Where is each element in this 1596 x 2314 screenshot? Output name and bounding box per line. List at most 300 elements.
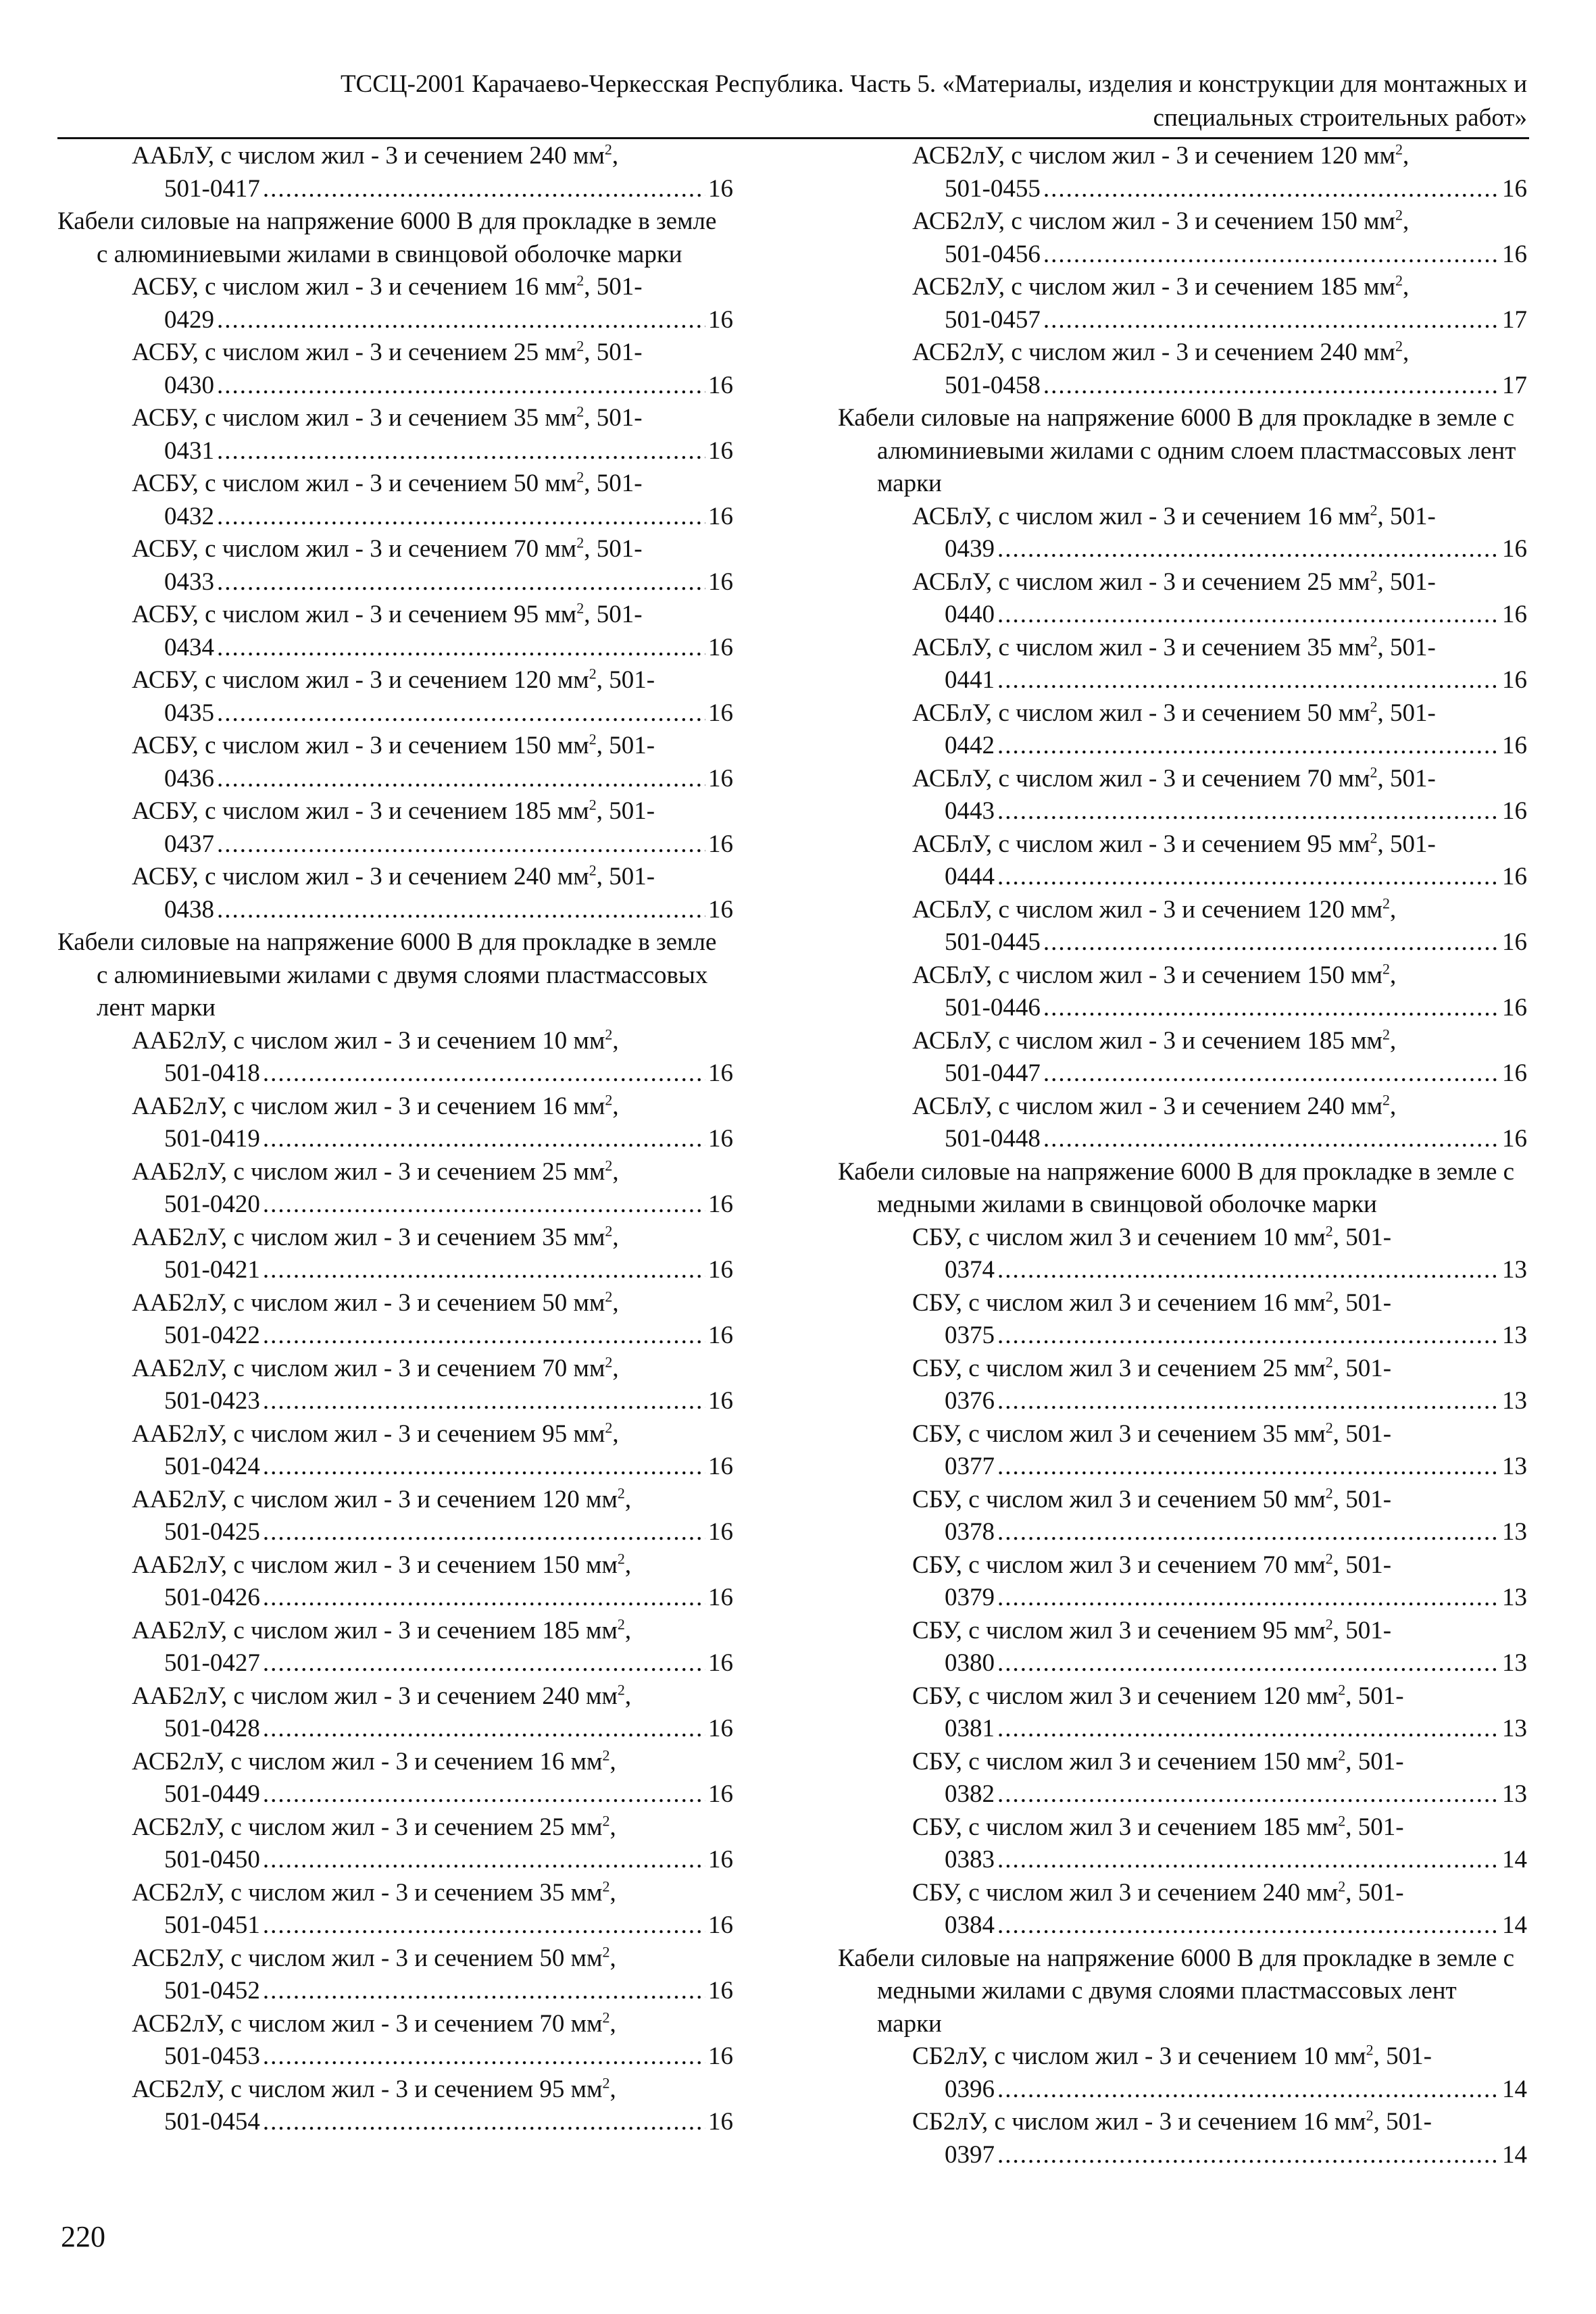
entry-reference-line xyxy=(838,1254,1527,1287)
entry-title-superscript: 2 xyxy=(576,337,584,355)
entry-title-superscript: 2 xyxy=(1366,2107,1374,2124)
entry-title-text: АСБлУ, с числом жил - 3 и сечением 35 мм xyxy=(912,633,1370,661)
entry-title xyxy=(838,959,1527,992)
entry-title xyxy=(57,1418,733,1451)
entry-reference-line xyxy=(838,370,1527,403)
entry-title xyxy=(57,795,733,828)
entry-reference-line xyxy=(57,1516,733,1549)
entry-title-suffix: , xyxy=(612,1419,619,1448)
section-heading: Кабели силовые на напряжение 6000 В для прокладке в земле с алюминиевыми жилами с одним слоем пластмассовых лент марки xyxy=(838,404,1516,497)
entry-code: 0441 xyxy=(945,666,995,694)
entry-title xyxy=(57,402,733,435)
entry-title-text: ААБ2лУ, с числом жил - 3 и сечением 95 мм xyxy=(132,1419,605,1448)
index-entry xyxy=(57,1549,733,1615)
entry-title-suffix: , 501- xyxy=(1377,633,1436,661)
entry-title-superscript: 2 xyxy=(605,1353,613,1371)
dot-leader xyxy=(263,1385,705,1418)
entry-page-number: 16 xyxy=(1502,174,1527,203)
entry-page-number: 13 xyxy=(1502,1584,1527,1611)
entry-title-text: АСБ2лУ, с числом жил - 3 и сечением 25 мм xyxy=(132,1813,603,1841)
entry-title xyxy=(838,1222,1527,1255)
entry-title-text: АСБ2лУ, с числом жил - 3 и сечением 50 мм xyxy=(132,1944,603,1972)
entry-reference-line xyxy=(57,1713,733,1746)
entry-code: 501-0417 xyxy=(164,174,260,203)
dot-leader xyxy=(263,1582,705,1615)
entry-title-suffix: , xyxy=(1390,895,1397,924)
entry-reference-line xyxy=(838,173,1527,206)
index-entry xyxy=(57,599,733,664)
entry-title xyxy=(57,140,733,173)
entry-title-superscript: 2 xyxy=(1370,501,1378,519)
entry-code: 0433 xyxy=(164,568,214,596)
dot-leader xyxy=(263,1647,705,1680)
entry-page-number: 16 xyxy=(1502,863,1527,890)
entry-title-suffix: , xyxy=(1402,273,1410,301)
entry-title-superscript: 2 xyxy=(1325,1550,1333,1567)
entry-page-number: 16 xyxy=(708,2042,733,2070)
dot-leader xyxy=(263,1057,705,1090)
index-entry xyxy=(838,1615,1527,1680)
entry-title-superscript: 2 xyxy=(605,1026,613,1043)
dot-leader xyxy=(997,861,1499,894)
entry-title-superscript: 2 xyxy=(1325,1353,1333,1371)
entry-page-number: 13 xyxy=(1502,1715,1527,1742)
entry-title xyxy=(57,1746,733,1779)
dot-leader xyxy=(1043,238,1499,272)
entry-reference-line xyxy=(838,926,1527,959)
entry-code: 501-0445 xyxy=(945,928,1041,956)
entry-title-suffix: , 501- xyxy=(584,338,643,366)
entry-reference-line xyxy=(57,1057,733,1090)
entry-reference-line xyxy=(838,992,1527,1025)
entry-title-suffix: , xyxy=(609,2009,616,2038)
entry-title xyxy=(838,894,1527,927)
entry-page-number: 16 xyxy=(1502,797,1527,825)
entry-title-suffix: , xyxy=(1402,207,1410,235)
dot-leader xyxy=(263,173,705,206)
entry-page-number: 16 xyxy=(708,699,733,727)
entry-title-text: ААБ2лУ, с числом жил - 3 и сечением 10 мм xyxy=(132,1026,605,1055)
entry-reference-line xyxy=(57,632,733,665)
entry-page-number: 13 xyxy=(1502,1518,1527,1546)
dot-leader xyxy=(1043,992,1499,1025)
dot-leader xyxy=(263,1516,705,1549)
entry-title-superscript: 2 xyxy=(1382,1026,1390,1043)
entry-page-number: 16 xyxy=(1502,1125,1527,1153)
entry-title-superscript: 2 xyxy=(602,1746,610,1764)
entry-title-suffix: , 501- xyxy=(584,535,643,563)
entry-title xyxy=(838,1418,1527,1451)
section-heading: Кабели силовые на напряжение 6000 В для прокладке в земле с медными жилами в свинцовой оболочке марки xyxy=(838,1157,1515,1218)
entry-title-suffix: , xyxy=(1390,961,1397,989)
entry-title-superscript: 2 xyxy=(1382,895,1390,912)
entry-title xyxy=(57,2073,733,2107)
entry-title-suffix: , xyxy=(612,1288,619,1317)
index-entry xyxy=(57,1811,733,1877)
dot-leader xyxy=(997,1319,1499,1353)
dot-leader xyxy=(997,1385,1499,1418)
entry-code: 0396 xyxy=(945,2075,995,2103)
entry-title-superscript: 2 xyxy=(1366,2041,1374,2059)
entry-title-superscript: 2 xyxy=(1338,1746,1346,1764)
entry-title-suffix: , 501- xyxy=(1377,502,1436,530)
entry-page-number: 16 xyxy=(708,436,733,465)
index-entry xyxy=(57,1418,733,1484)
entry-title xyxy=(838,205,1527,238)
entry-title-superscript: 2 xyxy=(589,796,597,813)
dot-leader xyxy=(217,894,705,927)
dot-leader xyxy=(997,1254,1499,1287)
dot-leader xyxy=(997,1778,1499,1811)
entry-title-text: АСБУ, с числом жил - 3 и сечением 240 мм xyxy=(132,863,589,890)
entry-title xyxy=(57,1156,733,1189)
index-entry xyxy=(838,1484,1527,1549)
index-entry xyxy=(838,828,1527,894)
entry-title-suffix: , 501- xyxy=(1377,830,1436,858)
entry-title xyxy=(57,1680,733,1713)
index-entry xyxy=(57,402,733,468)
entry-title-superscript: 2 xyxy=(1338,1681,1346,1699)
dot-leader xyxy=(1043,370,1499,403)
entry-code: 501-0456 xyxy=(945,240,1041,268)
entry-page-number: 14 xyxy=(1502,2140,1527,2169)
entry-code: 501-0451 xyxy=(164,1911,260,1939)
entry-title xyxy=(838,501,1527,534)
entry-page-number: 13 xyxy=(1502,1649,1527,1677)
entry-code: 0442 xyxy=(945,732,995,759)
index-entry xyxy=(838,205,1527,271)
entry-title-suffix: , xyxy=(609,2075,616,2103)
page-number: 220 xyxy=(61,2220,105,2253)
running-header-line-1: ТССЦ-2001 Карачаево-Черкесская Республика. Часть 5. «Материалы, изделия и конструкции для монтажных и xyxy=(340,70,1527,98)
entry-title-text: СБУ, с числом жил 3 и сечением 70 мм xyxy=(912,1551,1326,1579)
entry-title-text: АСБлУ, с числом жил - 3 и сечением 25 мм xyxy=(912,568,1370,596)
entry-page-number: 16 xyxy=(708,371,733,399)
entry-title-suffix: , xyxy=(1402,338,1410,366)
entry-title-text: АСБУ, с числом жил - 3 и сечением 185 мм xyxy=(132,797,589,825)
dot-leader xyxy=(997,1713,1499,1746)
dot-leader xyxy=(997,795,1499,828)
index-entry xyxy=(838,1418,1527,1484)
entry-page-number: 16 xyxy=(1502,928,1527,956)
entry-page-number: 16 xyxy=(708,1911,733,1939)
entry-reference-line xyxy=(57,1123,733,1156)
dot-leader xyxy=(263,1713,705,1746)
entry-code: 501-0448 xyxy=(945,1125,1041,1153)
dot-leader xyxy=(263,1254,705,1287)
entry-page-number: 16 xyxy=(1502,732,1527,759)
index-entry xyxy=(838,2040,1527,2106)
entry-title-suffix: , xyxy=(612,142,619,170)
entry-reference-line xyxy=(57,1254,733,1287)
entry-page-number: 16 xyxy=(708,633,733,661)
index-entry xyxy=(57,1484,733,1549)
entry-title xyxy=(838,763,1527,796)
dot-leader xyxy=(263,1778,705,1811)
entry-title-text: ААБ2лУ, с числом жил - 3 и сечением 50 мм xyxy=(132,1288,605,1317)
entry-title-suffix: , 501- xyxy=(1332,1485,1392,1513)
dot-leader xyxy=(217,501,705,534)
entry-title-text: АСБлУ, с числом жил - 3 и сечением 50 мм xyxy=(912,699,1370,727)
entry-title-suffix: , 501- xyxy=(1332,1288,1392,1317)
entry-title-suffix: , xyxy=(1390,1026,1397,1055)
entry-title-superscript: 2 xyxy=(1325,1419,1333,1436)
entry-page-number: 16 xyxy=(1502,1059,1527,1087)
entry-title-superscript: 2 xyxy=(1370,829,1378,847)
entry-title-text: АСБлУ, с числом жил - 3 и сечением 70 мм xyxy=(912,764,1370,793)
entry-code: 0374 xyxy=(945,1256,995,1284)
entry-title xyxy=(838,632,1527,665)
entry-title xyxy=(57,1222,733,1255)
entry-title-suffix: , xyxy=(624,1551,632,1579)
entry-reference-line xyxy=(57,173,733,206)
entry-title-text: АСБ2лУ, с числом жил - 3 и сечением 35 мм xyxy=(132,1878,603,1907)
index-entry xyxy=(838,1811,1527,1877)
index-entry xyxy=(57,730,733,795)
entry-reference-line xyxy=(57,370,733,403)
entry-title-suffix: , 501- xyxy=(1373,2042,1432,2070)
entry-code: 0380 xyxy=(945,1649,995,1677)
dot-leader xyxy=(217,435,705,468)
entry-title xyxy=(838,1811,1527,1844)
entry-title xyxy=(57,1287,733,1320)
dot-leader xyxy=(1043,1123,1499,1156)
entry-code: 501-0453 xyxy=(164,2042,260,2070)
entry-title-suffix: , xyxy=(609,1747,616,1776)
dot-leader xyxy=(263,2106,705,2139)
entry-title xyxy=(838,1746,1527,1779)
index-entry xyxy=(838,140,1527,205)
dot-leader xyxy=(263,1844,705,1877)
entry-title-text: ААБ2лУ, с числом жил - 3 и сечением 70 мм xyxy=(132,1354,605,1382)
entry-title-superscript: 2 xyxy=(602,1812,610,1830)
entry-title-superscript: 2 xyxy=(604,141,612,158)
index-entry xyxy=(838,1680,1527,1746)
entry-reference-line xyxy=(838,1057,1527,1090)
dot-leader xyxy=(997,664,1499,697)
dot-leader xyxy=(1043,173,1499,206)
entry-code: 501-0454 xyxy=(164,2108,260,2136)
entry-title xyxy=(57,271,733,304)
entry-title-text: АСБУ, с числом жил - 3 и сечением 25 мм xyxy=(132,338,577,366)
dot-leader xyxy=(1043,926,1499,959)
entry-title xyxy=(838,140,1527,173)
entry-page-number: 16 xyxy=(708,568,733,596)
dot-leader xyxy=(997,1451,1499,1484)
entry-title xyxy=(57,1549,733,1582)
entry-title-text: АСБлУ, с числом жил - 3 и сечением 185 мм xyxy=(912,1026,1382,1055)
entry-page-number: 16 xyxy=(708,305,733,334)
index-entry xyxy=(57,1942,733,2008)
entry-reference-line xyxy=(838,238,1527,272)
entry-reference-line xyxy=(57,1844,733,1877)
entry-title-superscript: 2 xyxy=(1370,698,1378,715)
entry-title xyxy=(57,1025,733,1058)
entry-title-text: ААБ2лУ, с числом жил - 3 и сечением 185 мм xyxy=(132,1616,618,1644)
entry-title-text: СБУ, с числом жил 3 и сечением 95 мм xyxy=(912,1616,1326,1644)
entry-reference-line xyxy=(838,1319,1527,1353)
entry-code: 501-0449 xyxy=(164,1780,260,1808)
entry-code: 0438 xyxy=(164,895,214,924)
entry-reference-line xyxy=(57,1188,733,1222)
entry-title-text: АСБУ, с числом жил - 3 и сечением 95 мм xyxy=(132,601,577,628)
entry-reference-line xyxy=(57,1385,733,1418)
entry-title-text: СБУ, с числом жил 3 и сечением 10 мм xyxy=(912,1223,1326,1251)
entry-title-superscript: 2 xyxy=(1325,1615,1333,1633)
entry-code: 0379 xyxy=(945,1584,995,1611)
index-entry xyxy=(57,533,733,599)
index-entry xyxy=(838,1025,1527,1090)
entry-title xyxy=(838,1549,1527,1582)
entry-title-suffix: , 501- xyxy=(1377,764,1436,793)
entry-title-suffix: , 501- xyxy=(596,666,655,694)
entry-reference-line xyxy=(57,2106,733,2139)
running-header-line-2: специальных строительных работ» xyxy=(1153,104,1527,132)
entry-code: 501-0422 xyxy=(164,1322,260,1349)
dot-leader xyxy=(263,1451,705,1484)
entry-title-suffix: , xyxy=(612,1223,619,1251)
entry-title-text: ААБ2лУ, с числом жил - 3 и сечением 25 мм xyxy=(132,1157,605,1186)
entry-reference-line xyxy=(838,1451,1527,1484)
index-entry xyxy=(57,468,733,533)
entry-title-text: АСБлУ, с числом жил - 3 и сечением 120 мм xyxy=(912,895,1382,924)
entry-code: 501-0418 xyxy=(164,1059,260,1087)
entry-title-suffix: , 501- xyxy=(1373,2108,1432,2136)
entry-title-text: АСБУ, с числом жил - 3 и сечением 35 мм xyxy=(132,404,577,432)
dot-leader xyxy=(997,533,1499,566)
index-entry xyxy=(838,1353,1527,1418)
entry-page-number: 16 xyxy=(708,1649,733,1677)
entry-page-number: 16 xyxy=(708,1387,733,1415)
entry-reference-line xyxy=(838,304,1527,337)
index-column-right xyxy=(838,140,1527,2171)
entry-reference-line xyxy=(57,1319,733,1353)
index-entry xyxy=(57,336,733,402)
dot-leader xyxy=(217,763,705,796)
entry-page-number: 16 xyxy=(708,1322,733,1349)
entry-page-number: 14 xyxy=(1502,1846,1527,1873)
index-entry xyxy=(57,1025,733,1090)
entry-title-text: ААБ2лУ, с числом жил - 3 и сечением 120 мм xyxy=(132,1485,618,1513)
index-entry xyxy=(838,501,1527,566)
entry-reference-line xyxy=(57,304,733,337)
entry-title-suffix: , 501- xyxy=(596,797,655,825)
entry-title xyxy=(57,533,733,566)
entry-title-superscript: 2 xyxy=(1395,141,1403,158)
entry-code: 0430 xyxy=(164,371,214,399)
entry-page-number: 16 xyxy=(708,1715,733,1742)
entry-title-suffix: , xyxy=(624,1682,632,1710)
index-entry xyxy=(57,1090,733,1156)
entry-title-suffix: , 501- xyxy=(1332,1419,1392,1448)
entry-page-number: 16 xyxy=(708,502,733,530)
entry-reference-line xyxy=(838,1844,1527,1877)
entry-title-text: АСБУ, с числом жил - 3 и сечением 50 мм xyxy=(132,470,577,497)
entry-title-suffix: , xyxy=(609,1944,616,1972)
entry-title-superscript: 2 xyxy=(576,468,584,486)
entry-title-superscript: 2 xyxy=(617,1550,625,1567)
entry-title-superscript: 2 xyxy=(589,665,597,682)
entry-page-number: 16 xyxy=(1502,535,1527,563)
index-entry xyxy=(838,894,1527,959)
entry-code: 501-0421 xyxy=(164,1256,260,1284)
entry-title-superscript: 2 xyxy=(1395,206,1403,224)
entry-page-number: 14 xyxy=(1502,2075,1527,2103)
dot-leader xyxy=(217,632,705,665)
entry-title xyxy=(57,1811,733,1844)
entry-reference-line xyxy=(838,533,1527,566)
entry-page-number: 16 xyxy=(708,1977,733,2005)
entry-title-text: СБ2лУ, с числом жил - 3 и сечением 10 мм xyxy=(912,2042,1366,2070)
index-column-left xyxy=(57,140,733,2139)
index-entry xyxy=(57,2008,733,2073)
entry-code: 0437 xyxy=(164,830,214,858)
entry-code: 501-0458 xyxy=(945,371,1041,399)
entry-title-superscript: 2 xyxy=(605,1157,613,1174)
entry-reference-line xyxy=(838,730,1527,763)
entry-title-superscript: 2 xyxy=(1395,337,1403,355)
entry-code: 501-0423 xyxy=(164,1387,260,1415)
entry-title xyxy=(57,2008,733,2041)
index-entry xyxy=(838,1877,1527,1942)
entry-title-superscript: 2 xyxy=(602,2074,610,2092)
entry-code: 501-0425 xyxy=(164,1518,260,1546)
entry-page-number: 17 xyxy=(1502,305,1527,334)
entry-page-number: 16 xyxy=(708,830,733,858)
index-entry xyxy=(57,1156,733,1222)
entry-code: 0431 xyxy=(164,436,214,465)
entry-code: 501-0428 xyxy=(164,1715,260,1742)
entry-page-number: 17 xyxy=(1502,371,1527,399)
dot-leader xyxy=(997,599,1499,632)
entry-title-suffix: , xyxy=(612,1026,619,1055)
entry-page-number: 16 xyxy=(708,1584,733,1611)
entry-reference-line xyxy=(57,1975,733,2008)
entry-title-text: ААБ2лУ, с числом жил - 3 и сечением 150 мм xyxy=(132,1551,618,1579)
dot-leader xyxy=(997,1647,1499,1680)
entry-title xyxy=(57,1615,733,1648)
entry-title-text: СБУ, с числом жил 3 и сечением 50 мм xyxy=(912,1485,1326,1513)
dot-leader xyxy=(997,1844,1499,1877)
index-entry xyxy=(838,632,1527,697)
entry-reference-line xyxy=(838,1713,1527,1746)
entry-code: 501-0450 xyxy=(164,1846,260,1873)
entry-page-number: 13 xyxy=(1502,1322,1527,1349)
entry-code: 501-0419 xyxy=(164,1125,260,1153)
entry-title xyxy=(838,1877,1527,1910)
entry-title xyxy=(838,1484,1527,1517)
dot-leader xyxy=(263,1909,705,1942)
entry-title-suffix: , xyxy=(612,1092,619,1120)
entry-reference-line xyxy=(57,1647,733,1680)
entry-title-text: АСБУ, с числом жил - 3 и сечением 70 мм xyxy=(132,535,577,563)
entry-title-text: СБУ, с числом жил 3 и сечением 150 мм xyxy=(912,1747,1339,1776)
index-entry xyxy=(838,1287,1527,1353)
index-entry xyxy=(838,1746,1527,1811)
index-entry xyxy=(838,336,1527,402)
entry-title-superscript: 2 xyxy=(605,1091,613,1109)
entry-page-number: 16 xyxy=(708,895,733,924)
dot-leader xyxy=(217,370,705,403)
entry-code: 501-0446 xyxy=(945,994,1041,1022)
entry-title-text: АСБ2лУ, с числом жил - 3 и сечением 185 мм xyxy=(912,273,1395,301)
entry-title xyxy=(57,664,733,697)
entry-reference-line xyxy=(838,1516,1527,1549)
entry-title xyxy=(838,828,1527,861)
entry-title-superscript: 2 xyxy=(617,1484,625,1502)
entry-code: 501-0447 xyxy=(945,1059,1041,1087)
entry-title xyxy=(57,336,733,370)
